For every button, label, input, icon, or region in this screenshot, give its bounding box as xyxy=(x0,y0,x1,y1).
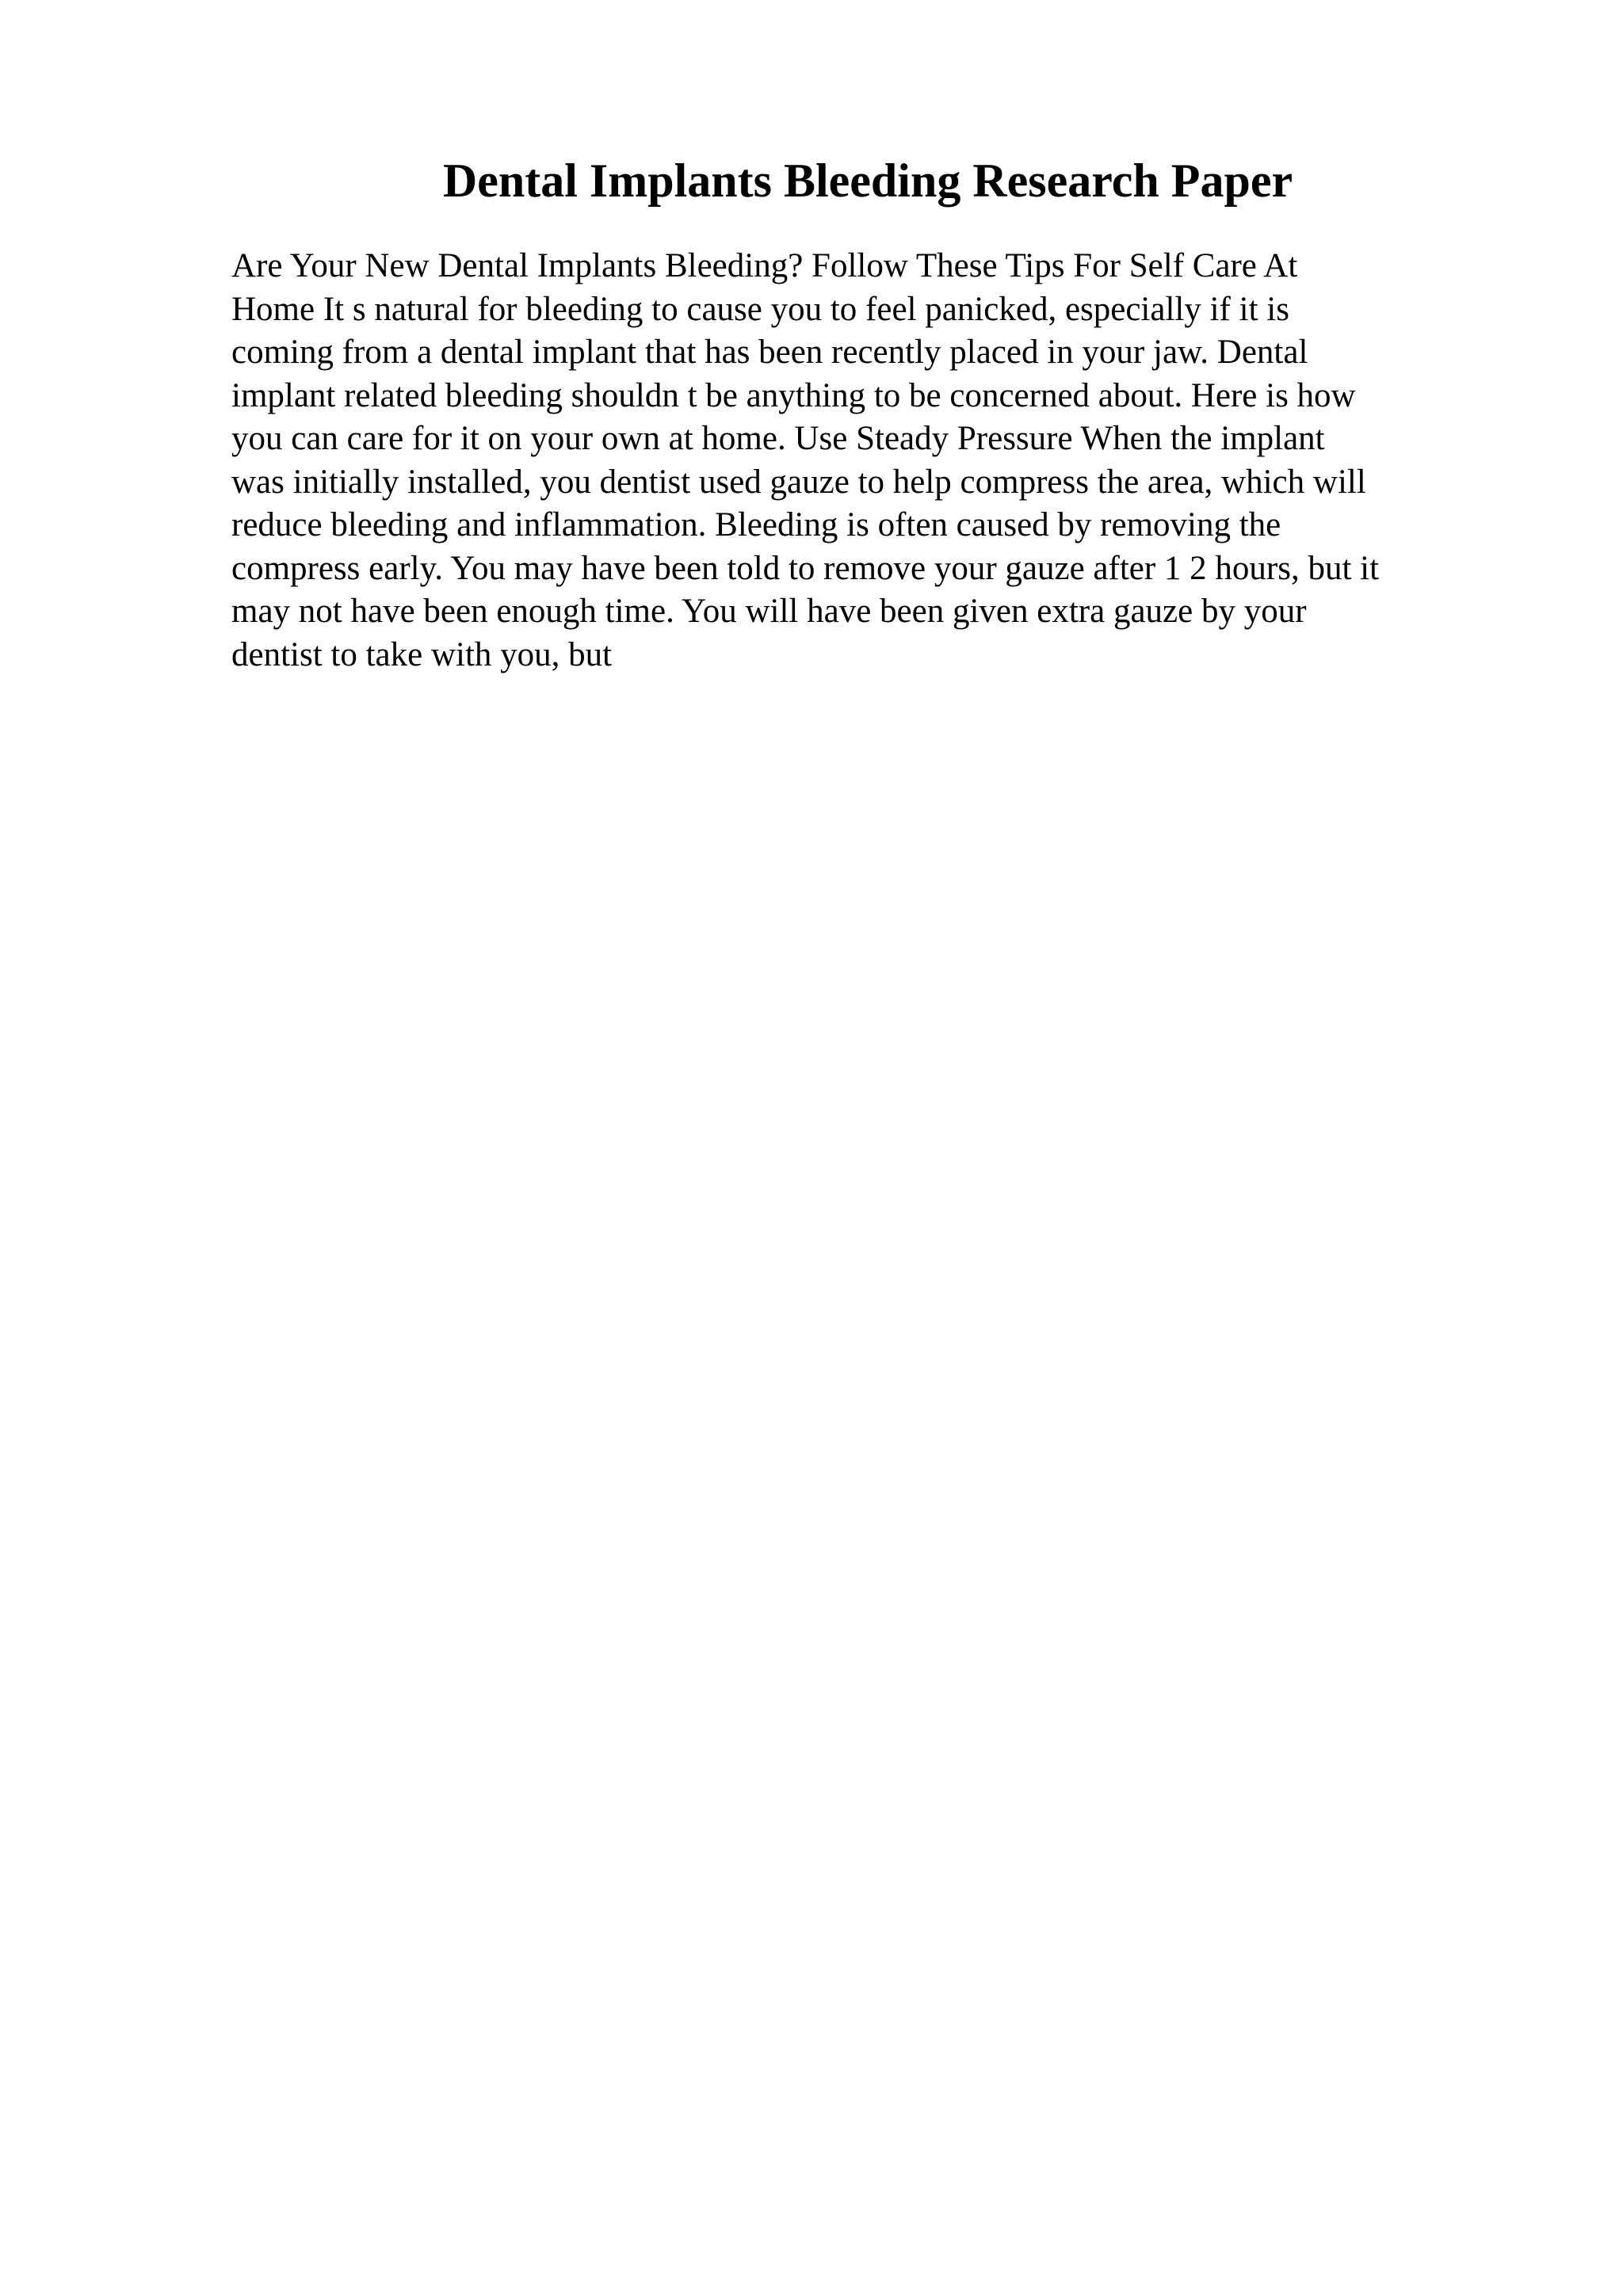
body-line: Home It s natural for bleeding to cause you to feel panicked, especially if it is xyxy=(231,290,1289,328)
body-line: you can care for it on your own at home. Use Steady Pressure When the implant xyxy=(231,420,1325,457)
body-line: Are Your New Dental Implants Bleeding? Follow These Tips For Self Care At xyxy=(231,247,1298,284)
body-line: coming from a dental implant that has been recently placed in your jaw. Dental xyxy=(231,334,1308,371)
body-line: reduce bleeding and inflammation. Bleeding is often caused by removing the xyxy=(231,506,1281,543)
body-line: dentist to take with you, but xyxy=(231,635,613,673)
body-line: compress early. You may have been told to remove your gauze after 1 2 hours, but it xyxy=(231,549,1380,587)
body-line: implant related bleeding shouldn t be anything to be concerned about. Here is how xyxy=(231,376,1356,414)
document-body xyxy=(231,245,1499,677)
document-title: Dental Implants Bleeding Research Paper xyxy=(442,154,1293,207)
body-line: may not have been enough time. You will have been given extra gauze by your xyxy=(231,593,1307,630)
body-line: was initially installed, you dentist used gauze to help compress the area, which will xyxy=(231,463,1366,501)
